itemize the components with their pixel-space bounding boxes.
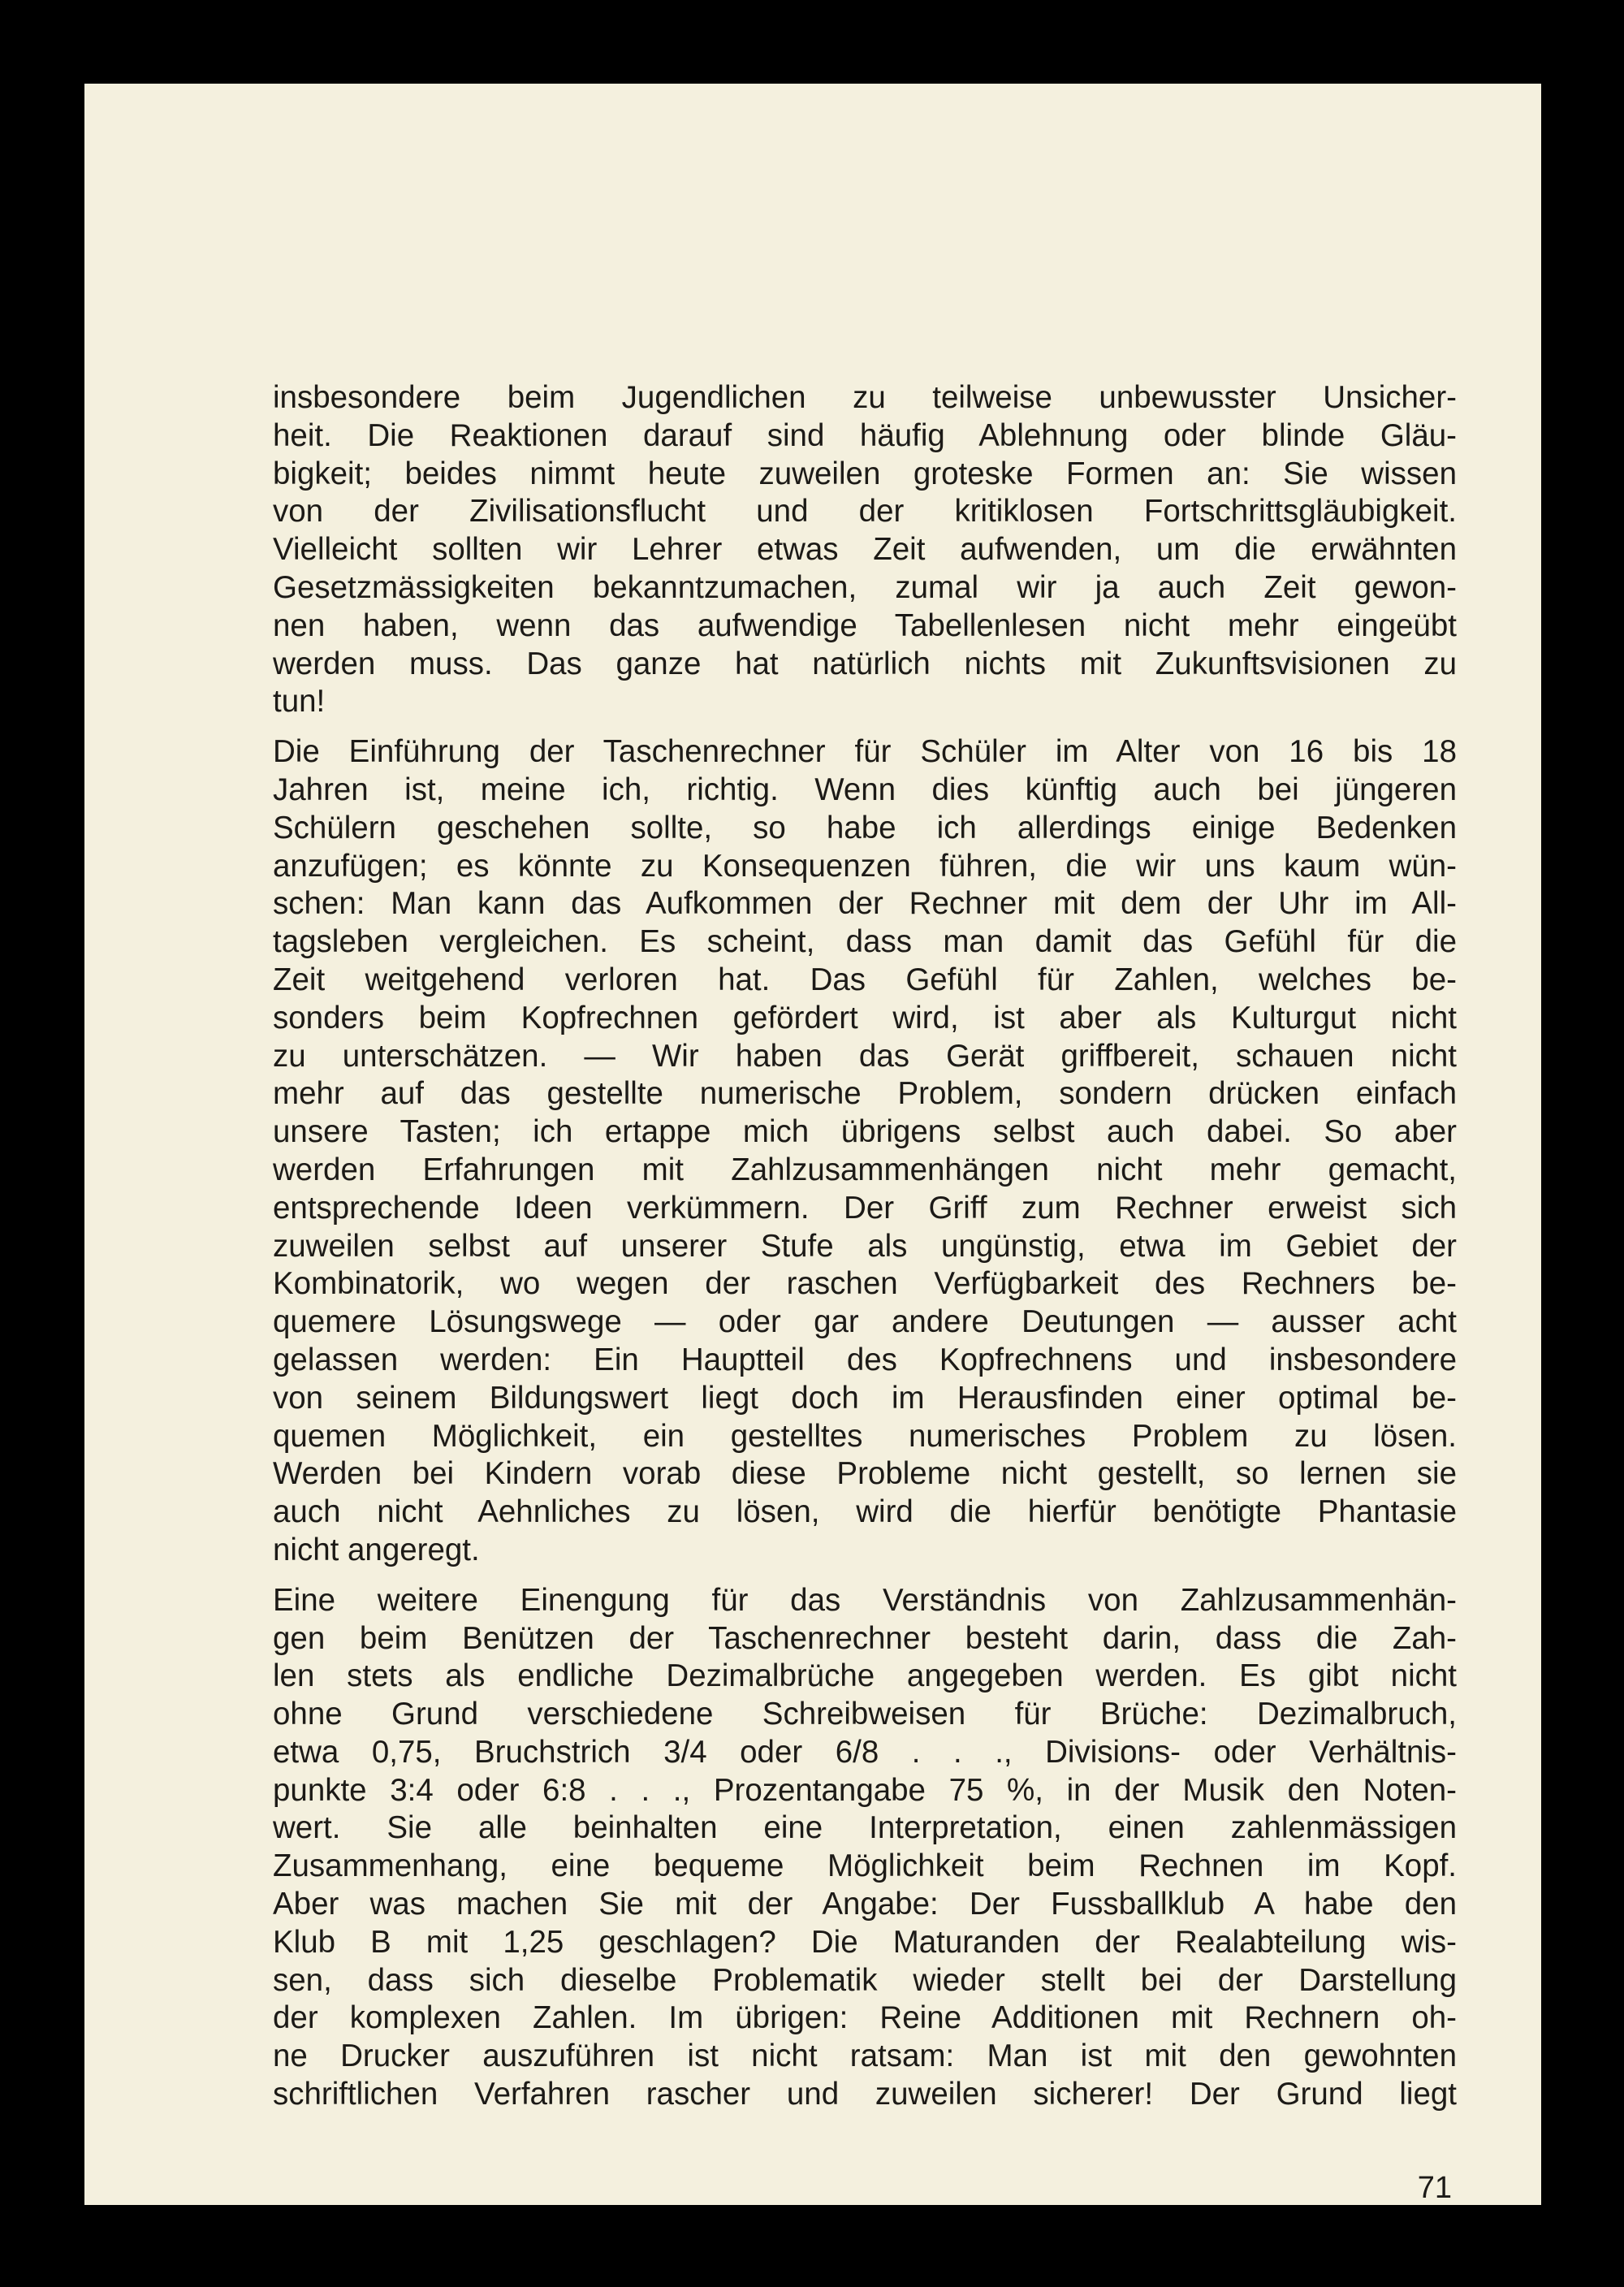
- page-number: 71: [1417, 2171, 1452, 2205]
- text-line: Jahren ist, meine ich, richtig. Wenn dies künftig auch bei jüngeren: [273, 772, 1457, 807]
- text-line: len stets als endliche Dezimalbrüche angegeben werden. Es gibt nicht: [273, 1658, 1457, 1694]
- text-line: tagsleben vergleichen. Es scheint, dass man damit das Gefühl für die: [273, 924, 1457, 960]
- text-line: gen beim Benützen der Taschenrechner besteht darin, dass die Zah-: [273, 1620, 1457, 1656]
- text-line: werden muss. Das ganze hat natürlich nichts mit Zukunftsvisionen zu: [273, 646, 1457, 681]
- text-line: sen, dass sich dieselbe Problematik wieder stellt bei der Darstellung: [273, 1962, 1457, 1998]
- text-line: entsprechende Ideen verkümmern. Der Griff zum Rechner erweist sich: [273, 1190, 1457, 1226]
- text-line: nen haben, wenn das aufwendige Tabellenlesen nicht mehr eingeübt: [273, 607, 1457, 643]
- text-line: der komplexen Zahlen. Im übrigen: Reine Additionen mit Rechnern oh-: [273, 2000, 1457, 2036]
- text-line: Eine weitere Einengung für das Verständnis von Zahlzusammenhän-: [273, 1582, 1457, 1618]
- text-line: ohne Grund verschiedene Schreibweisen für Brüche: Dezimalbruch,: [273, 1697, 1457, 1732]
- text-line: Zusammenhang, eine bequeme Möglichkeit beim Rechnen im Kopf.: [273, 1848, 1457, 1884]
- text-line: etwa 0,75, Bruchstrich 3/4 oder 6/8 . . ., Divisions- oder Verhältnis-: [273, 1734, 1457, 1770]
- text-line: schen: Man kann das Aufkommen der Rechner mit dem der Uhr im All-: [273, 886, 1457, 922]
- text-line: Werden bei Kindern vorab diese Probleme nicht gestellt, so lernen sie: [273, 1456, 1457, 1492]
- text-line: nicht angeregt.: [273, 1532, 480, 1567]
- paragraph: [273, 733, 1457, 1570]
- text-line: Gesetzmässigkeiten bekanntzumachen, zumal wir ja auch Zeit gewon-: [273, 569, 1457, 605]
- text-line: punkte 3:4 oder 6:8 . . ., Prozentangabe 75 %, in der Musik den Noten-: [273, 1772, 1457, 1808]
- text-line: ne Drucker auszuführen ist nicht ratsam: Man ist mit den gewohnten: [273, 2038, 1457, 2074]
- body-text: [273, 379, 1457, 2126]
- text-line: unsere Tasten; ich ertappe mich übrigens selbst auch dabei. So aber: [273, 1114, 1457, 1150]
- text-line: schriftlichen Verfahren rascher und zuweilen sicherer! Der Grund liegt: [273, 2077, 1457, 2112]
- text-line: zu unterschätzen. — Wir haben das Gerät griffbereit, schauen nicht: [273, 1038, 1457, 1074]
- text-line: Zeit weitgehend verloren hat. Das Gefühl für Zahlen, welches be-: [273, 962, 1457, 997]
- text-line: gelassen werden: Ein Hauptteil des Kopfrechnens und insbesondere: [273, 1342, 1457, 1377]
- text-line: quemen Möglichkeit, ein gestelltes numerisches Problem zu lösen.: [273, 1418, 1457, 1454]
- text-line: Klub B mit 1,25 geschlagen? Die Maturanden der Realabteilung wis-: [273, 1924, 1457, 1960]
- text-line: sonders beim Kopfrechnen gefördert wird, ist aber als Kulturgut nicht: [273, 1000, 1457, 1035]
- text-line: insbesondere beim Jugendlichen zu teilweise unbewusster Unsicher-: [273, 380, 1457, 415]
- text-line: Schülern geschehen sollte, so habe ich allerdings einige Bedenken: [273, 810, 1457, 845]
- text-line: von seinem Bildungswert liegt doch im Herausfinden einer optimal be-: [273, 1380, 1457, 1416]
- text-line: Die Einführung der Taschenrechner für Schüler im Alter von 16 bis 18: [273, 734, 1457, 770]
- text-line: werden Erfahrungen mit Zahlzusammenhängen nicht mehr gemacht,: [273, 1152, 1457, 1187]
- text-line: wert. Sie alle beinhalten eine Interpretation, einen zahlenmässigen: [273, 1810, 1457, 1846]
- text-line: tun!: [273, 684, 326, 720]
- book-page: [84, 84, 1541, 2205]
- text-line: Kombinatorik, wo wegen der raschen Verfügbarkeit des Rechners be-: [273, 1266, 1457, 1302]
- text-line: anzufügen; es könnte zu Konsequenzen führen, die wir uns kaum wün-: [273, 848, 1457, 884]
- paragraph: [273, 1582, 1457, 2114]
- text-line: Aber was machen Sie mit der Angabe: Der Fussballklub A habe den: [273, 1887, 1457, 1922]
- text-line: auch nicht Aehnliches zu lösen, wird die hierfür benötigte Phantasie: [273, 1494, 1457, 1530]
- text-line: heit. Die Reaktionen darauf sind häufig Ablehnung oder blinde Gläu-: [273, 417, 1457, 453]
- text-line: mehr auf das gestellte numerische Problem, sondern drücken einfach: [273, 1076, 1457, 1112]
- text-line: bigkeit; beides nimmt heute zuweilen groteske Formen an: Sie wissen: [273, 456, 1457, 491]
- paragraph: [273, 379, 1457, 721]
- text-line: quemere Lösungswege — oder gar andere Deutungen — ausser acht: [273, 1304, 1457, 1340]
- text-line: zuweilen selbst auf unserer Stufe als ungünstig, etwa im Gebiet der: [273, 1228, 1457, 1264]
- text-line: von der Zivilisationsflucht und der kritiklosen Fortschrittsgläubigkeit.: [273, 494, 1457, 530]
- text-line: Vielleicht sollten wir Lehrer etwas Zeit aufwenden, um die erwähnten: [273, 532, 1457, 568]
